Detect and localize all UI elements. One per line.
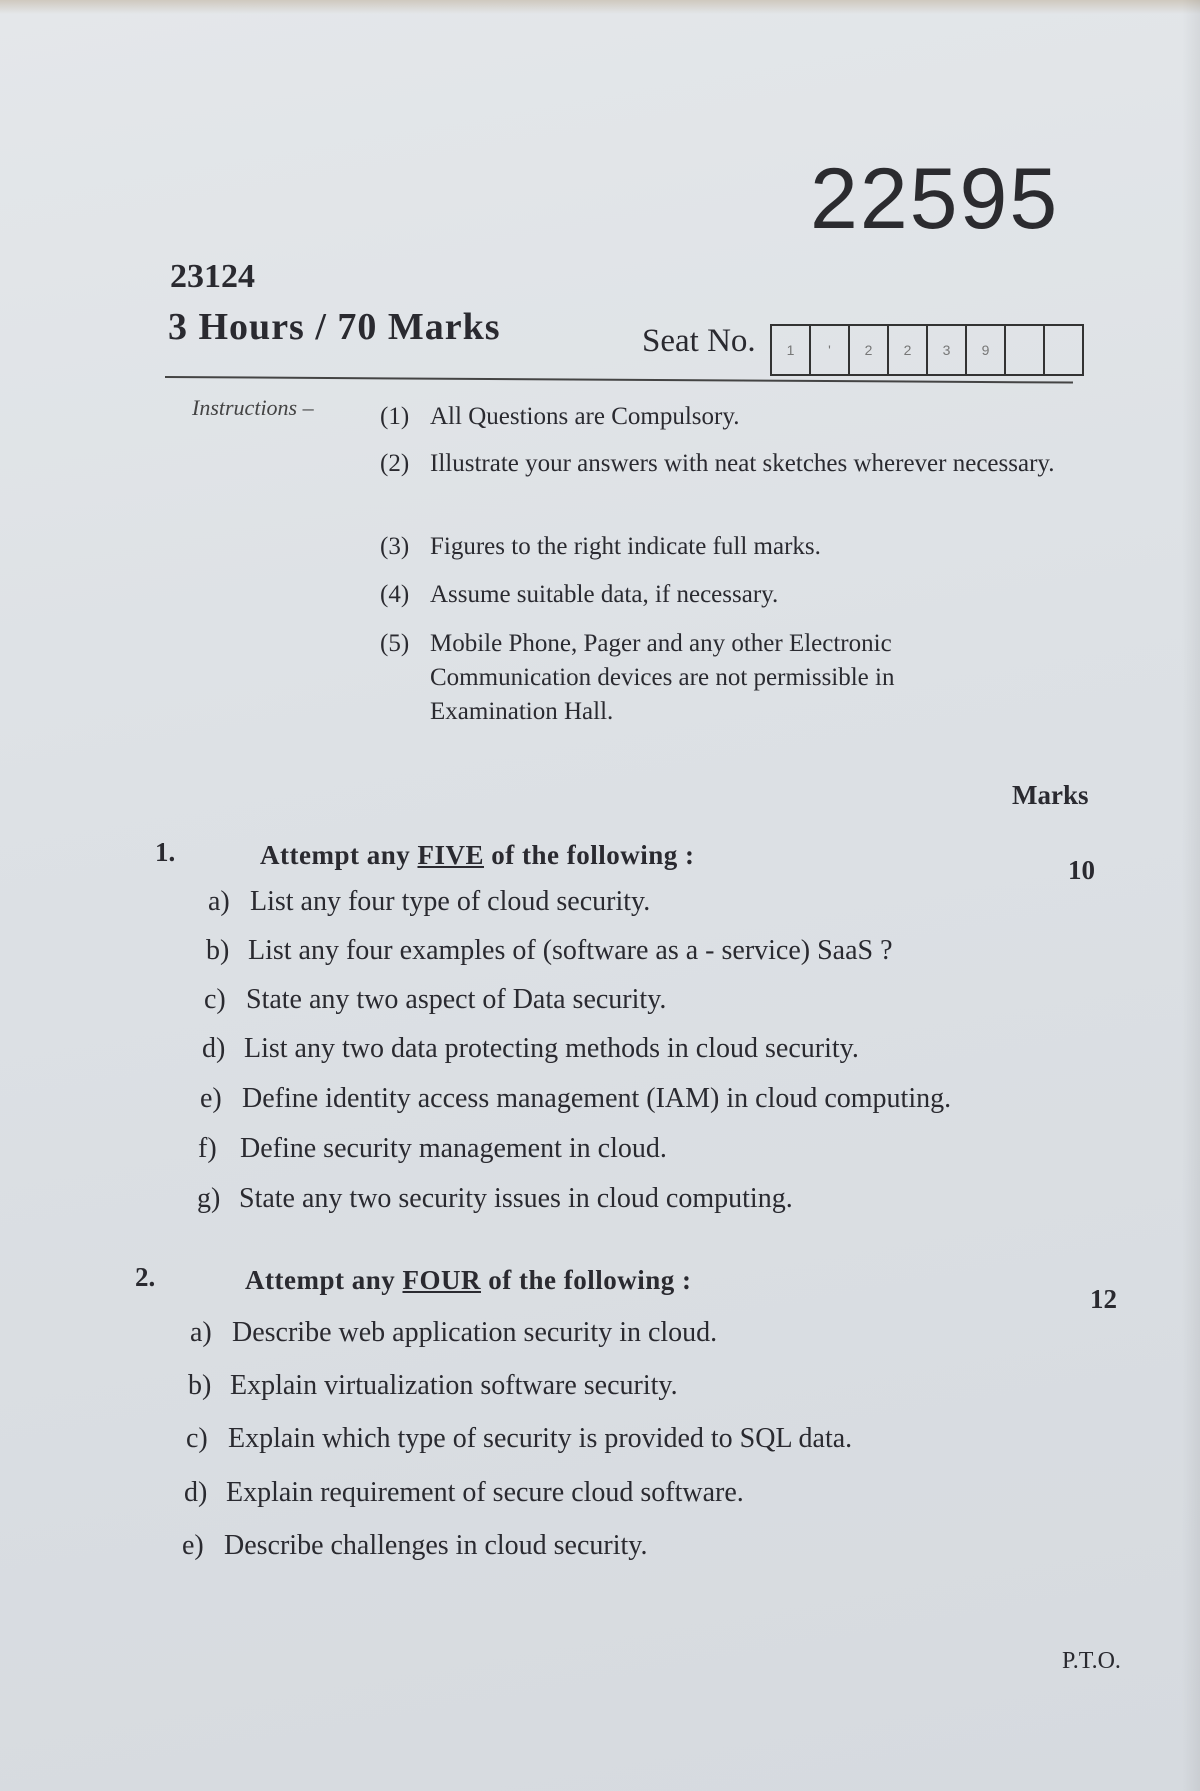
seat-box: 3 <box>928 326 967 374</box>
instruction-item <box>380 530 1060 564</box>
seat-box <box>1045 326 1082 374</box>
question-heading <box>260 840 694 871</box>
question-heading-key: FOUR <box>402 1265 481 1295</box>
sub-question-text: List any four type of cloud security. <box>250 886 651 917</box>
question-heading-post: of the following : <box>488 1265 692 1295</box>
sub-question-text: Explain which type of security is provided to SQL data. <box>228 1423 853 1454</box>
sub-question-label: c) <box>204 984 226 1015</box>
instructions-label: Instructions – <box>192 395 314 420</box>
sub-question <box>182 1530 647 1562</box>
paper-top-shadow <box>0 0 1200 14</box>
sub-question-label: e) <box>200 1083 222 1114</box>
sub-question <box>206 935 893 967</box>
sub-question-label: g) <box>197 1183 221 1214</box>
sub-question-label: a) <box>190 1317 212 1348</box>
sub-question <box>197 1183 793 1215</box>
sub-question-label: f) <box>198 1133 217 1164</box>
sub-question-text: Define security management in cloud. <box>240 1133 667 1164</box>
seat-box: 1 <box>772 326 811 374</box>
sub-question <box>186 1423 852 1455</box>
question-heading-post: of the following : <box>491 840 695 870</box>
instruction-number: (3) <box>380 533 410 560</box>
instruction-item <box>380 578 1060 612</box>
paper-edge-shadow <box>1182 0 1200 1791</box>
question-marks: 12 <box>1090 1284 1117 1314</box>
seat-box: ' <box>811 326 850 374</box>
question-heading-pre: Attempt any <box>260 840 411 870</box>
instruction-text: All Questions are Compulsory. <box>430 403 740 430</box>
sub-question <box>190 1317 717 1349</box>
marks-heading: Marks <box>1012 780 1089 810</box>
instruction-item <box>380 627 1000 729</box>
sub-question-text: Explain requirement of secure cloud software. <box>226 1477 744 1508</box>
sub-question <box>198 1133 667 1165</box>
question-number: 2. <box>135 1262 156 1292</box>
seat-box: 2 <box>850 326 889 374</box>
sub-question-text: Describe challenges in cloud security. <box>224 1530 648 1561</box>
sub-question-label: a) <box>208 886 230 917</box>
sub-question-label: e) <box>182 1530 204 1561</box>
instruction-number: (2) <box>380 450 410 477</box>
sub-question-label: b) <box>206 935 230 966</box>
sub-question-label: d) <box>202 1033 226 1064</box>
question-heading-pre: Attempt any <box>245 1265 396 1295</box>
sub-question <box>184 1477 744 1509</box>
question-heading <box>245 1265 691 1296</box>
instruction-number: (1) <box>380 403 410 430</box>
duration-marks: 3 Hours / 70 Marks <box>168 306 501 348</box>
paper-code: 23124 <box>170 258 255 295</box>
instruction-text: Assume suitable data, if necessary. <box>430 581 779 608</box>
sub-question-text: State any two aspect of Data security. <box>246 984 667 1015</box>
sub-question <box>208 886 650 918</box>
instruction-text: Figures to the right indicate full marks. <box>430 533 821 560</box>
sub-question-text: List any two data protecting methods in cloud security. <box>244 1033 859 1064</box>
subject-code: 22595 <box>810 151 1060 247</box>
sub-question-text: Define identity access management (IAM) in cloud computing. <box>242 1083 952 1114</box>
header-divider <box>165 376 1073 384</box>
sub-question <box>204 984 666 1016</box>
question-number: 1. <box>155 837 176 867</box>
sub-question <box>188 1370 678 1402</box>
sub-question-text: State any two security issues in cloud computing. <box>239 1183 793 1214</box>
sub-question-label: d) <box>184 1477 208 1508</box>
instruction-item <box>380 400 1060 434</box>
sub-question <box>202 1033 859 1065</box>
sub-question-label: c) <box>186 1423 208 1454</box>
sub-question-text: Explain virtualization software security. <box>230 1370 678 1401</box>
sub-question-text: Describe web application security in cloud. <box>232 1317 718 1348</box>
seat-box: 2 <box>889 326 928 374</box>
instruction-item <box>380 447 1080 481</box>
instruction-number: (4) <box>380 581 410 608</box>
instruction-text: Mobile Phone, Pager and any other Electronic Communication devices are not permissible in Examination Hall. <box>430 630 895 725</box>
seat-box: 9 <box>967 326 1006 374</box>
seat-box <box>1006 326 1045 374</box>
pto-note: P.T.O. <box>1062 1648 1121 1674</box>
seat-label: Seat No. <box>642 323 756 359</box>
instruction-text: Illustrate your answers with neat sketches wherever necessary. <box>430 450 1055 477</box>
instruction-number: (5) <box>380 630 410 657</box>
question-heading-key: FIVE <box>417 840 484 870</box>
seat-number-boxes <box>770 324 1084 376</box>
sub-question <box>200 1083 951 1115</box>
sub-question-text: List any four examples of (software as a - service) SaaS ? <box>248 935 893 966</box>
sub-question-label: b) <box>188 1370 212 1401</box>
question-marks: 10 <box>1068 855 1095 885</box>
